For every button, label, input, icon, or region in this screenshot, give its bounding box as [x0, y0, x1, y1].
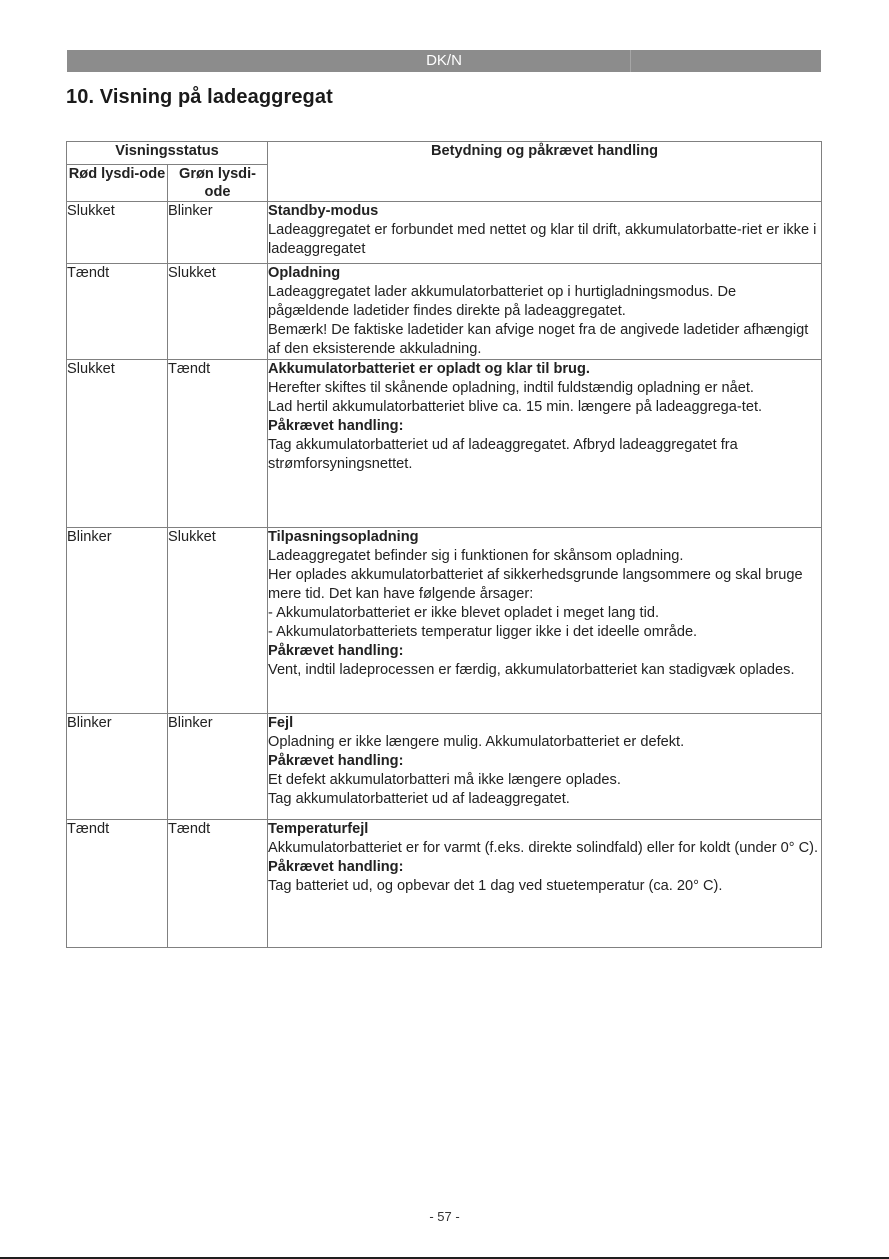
table-body — [67, 202, 822, 948]
meaning-text: Ladeaggregatet befinder sig i funktionen for skånsom opladning. — [268, 548, 684, 564]
language-header-bar — [67, 50, 821, 72]
meaning-text: Tag akkumulatorbatteriet ud af ladeaggregatet. — [268, 791, 570, 807]
table-row — [67, 714, 822, 820]
meaning-text: - Akkumulatorbatteriets temperatur ligger ikke i det ideelle område. — [268, 624, 698, 640]
green-led-status: Blinker — [168, 714, 268, 820]
page-number: - 57 - — [429, 1209, 460, 1224]
meaning-heading: Fejl — [268, 715, 294, 731]
green-led-status: Slukket — [168, 528, 268, 714]
green-led-status: Slukket — [168, 264, 268, 360]
meaning-heading: Tilpasningsopladning — [268, 529, 419, 545]
meaning-cell — [268, 714, 822, 820]
meaning-heading: Standby-modus — [268, 203, 379, 219]
meaning-heading: Akkumulatorbatteriet er opladt og klar til brug. — [268, 361, 590, 377]
red-led-header: Rød lysdi-ode — [67, 165, 168, 202]
meaning-heading: Påkrævet handling: — [268, 859, 404, 875]
header-bar-divider — [630, 50, 631, 72]
meaning-heading: Påkrævet handling: — [268, 643, 404, 659]
red-led-status: Blinker — [67, 528, 168, 714]
meaning-text: Bemærk! De faktiske ladetider kan afvige noget fra de angivede ladetider afhængigt af den eksisterende akkuladning. — [268, 322, 809, 357]
meaning-heading: Temperaturfejl — [268, 821, 369, 837]
meaning-header: Betydning og påkrævet handling — [268, 142, 822, 202]
meaning-cell — [268, 202, 822, 264]
green-led-status: Tændt — [168, 360, 268, 528]
green-led-header: Grøn lysdi-ode — [168, 165, 268, 202]
meaning-text: Tag batteriet ud, og opbevar det 1 dag ved stuetemperatur (ca. 20° C). — [268, 878, 723, 894]
meaning-text: Herefter skiftes til skånende opladning, indtil fuldstændig opladning er nået. — [268, 380, 754, 396]
red-led-status: Tændt — [67, 820, 168, 948]
meaning-text: Ladeaggregatet er forbundet med nettet og klar til drift, akkumulatorbatte-riet er ikke i ladeaggregatet — [268, 222, 817, 257]
meaning-text: Akkumulatorbatteriet er for varmt (f.eks. direkte solindfald) eller for koldt (under 0° C). — [268, 840, 819, 856]
green-led-status: Tændt — [168, 820, 268, 948]
meaning-text: Et defekt akkumulatorbatteri må ikke længere oplades. — [268, 772, 621, 788]
meaning-text: Lad hertil akkumulatorbatteriet blive ca. 15 min. længere på ladeaggrega-tet. — [268, 399, 763, 415]
table-row — [67, 528, 822, 714]
meaning-text: Tag akkumulatorbatteriet ud af ladeaggregatet. Afbryd ladeaggregatet fra strømforsyningsnettet. — [268, 437, 738, 472]
meaning-heading: Påkrævet handling: — [268, 418, 404, 434]
status-group-header: Visningsstatus — [67, 142, 268, 165]
table-row — [67, 202, 822, 264]
meaning-cell — [268, 528, 822, 714]
table-header-row-1 — [67, 142, 822, 165]
meaning-text: - Akkumulatorbatteriet er ikke blevet opladet i meget lang tid. — [268, 605, 660, 621]
red-led-status: Blinker — [67, 714, 168, 820]
meaning-text: Ladeaggregatet lader akkumulatorbatteriet op i hurtigladningsmodus. De pågældende ladetider findes direkte på ladeaggregatet. — [268, 284, 737, 319]
table-row — [67, 264, 822, 360]
meaning-text: Vent, indtil ladeprocessen er færdig, akkumulatorbatteriet kan stadigvæk oplades. — [268, 662, 795, 678]
meaning-text: Opladning er ikke længere mulig. Akkumulatorbatteriet er defekt. — [268, 734, 685, 750]
table-row — [67, 820, 822, 948]
language-code: DK/N — [426, 52, 462, 69]
green-led-status: Blinker — [168, 202, 268, 264]
red-led-status: Slukket — [67, 202, 168, 264]
meaning-heading: Påkrævet handling: — [268, 753, 404, 769]
charger-status-table — [66, 141, 822, 948]
meaning-text: Her oplades akkumulatorbatteriet af sikkerhedsgrunde langsommere og skal bruge mere tid. Det kan have følgende årsager: — [268, 567, 803, 602]
meaning-heading: Opladning — [268, 265, 341, 281]
red-led-status: Slukket — [67, 360, 168, 528]
meaning-cell — [268, 360, 822, 528]
meaning-cell — [268, 264, 822, 360]
red-led-status: Tændt — [67, 264, 168, 360]
table-row — [67, 360, 822, 528]
section-title: 10. Visning på ladeaggregat — [66, 86, 333, 108]
meaning-cell — [268, 820, 822, 948]
